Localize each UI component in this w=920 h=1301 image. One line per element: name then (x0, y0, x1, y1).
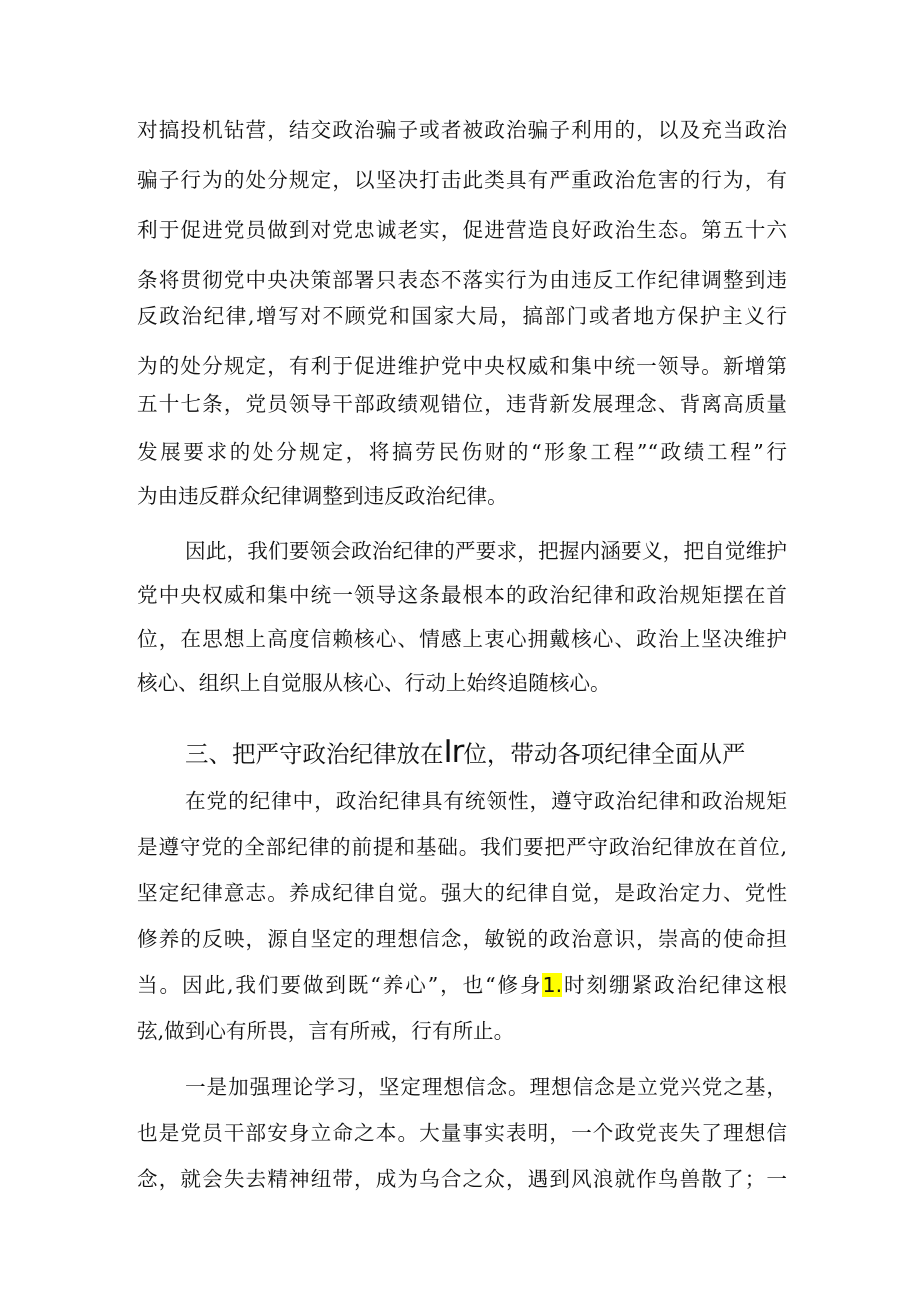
paragraph-1-line-4: 条将贯彻党中央决策部署只表态不落实行为由违反工作纪律调整到违 (137, 268, 787, 292)
paragraph-1-line-9: 为由违反群众纪律调整到违反政治纪律。 (137, 484, 508, 508)
paragraph-4-line-1: 一是加强理论学习，坚定理想信念。理想信念是立党兴党之基， (185, 1075, 787, 1099)
heading-part-1: 三、把严守政治纪律放在 (185, 740, 444, 768)
paragraph-1-line-6: 为的处分规定，有利于促进维护党中央权威和集中统一领导。新增第 (137, 354, 787, 378)
line-5-text-before: 当。因此,我们要做到既“养心”，也“修身 (137, 973, 543, 997)
paragraph-2-line-1: 因此，我们要领会政治纪律的严要求，把握内涵要义，把自觉维护 (185, 539, 787, 563)
paragraph-4-line-2: 也是党员干部安身立命之本。大量事实表明，一个政党丧失了理想信 (137, 1121, 787, 1145)
paragraph-1-line-3: 利于促进党员做到对党忠诚老实，促进营造良好政治生态。第五十六 (137, 218, 787, 242)
paragraph-1-line-2: 骗子行为的处分规定，以坚决打击此类具有严重政治危害的行为，有 (137, 168, 787, 192)
paragraph-3-line-5 (137, 968, 787, 1002)
paragraph-3-line-1: 在党的纪律中，政治纪律具有统领性，遵守政治纪律和政治规矩 (185, 789, 787, 813)
paragraph-3-line-3: 坚定纪律意志。养成纪律自觉。强大的纪律自觉，是政治定力、党性 (137, 881, 787, 905)
section-heading (185, 730, 785, 774)
heading-glitch: Ir (443, 734, 464, 770)
line-5-text-after: 时刻绷紧政治纪律这根 (562, 973, 787, 997)
paragraph-1-line-1: 对搞投机钻营，结交政治骗子或者被政治骗子利用的，以及充当政治 (137, 118, 787, 142)
paragraph-3-line-4: 修养的反映，源自坚定的理想信念，敏锐的政治意识，崇高的使命担 (137, 927, 787, 951)
paragraph-3-line-6: 弦,做到心有所畏，言有所戒，行有所止。 (137, 1019, 515, 1043)
paragraph-2-line-3: 位，在思想上高度信赖核心、情感上衷心拥戴核心、政治上坚决维护 (137, 627, 787, 651)
paragraph-3-line-2: 是遵守党的全部纪律的前提和基础。我们要把严守政治纪律放在首位, (137, 835, 787, 859)
paragraph-1-line-5: 反政治纪律,增写对不顾党和国家大局，搞部门或者地方保护主义行 (137, 304, 787, 328)
paragraph-4-line-3: 念，就会失去精神纽带，成为乌合之众，遇到风浪就作鸟兽散了；一 (137, 1167, 787, 1191)
highlighted-marker: 1. (542, 973, 563, 997)
paragraph-1-line-8: 发展要求的处分规定，将搞劳民伤财的“形象工程”“政绩工程”行 (137, 440, 787, 464)
heading-part-2: 位，带动各项纪律全面从严 (463, 740, 746, 768)
paragraph-1-line-7: 五十七条，党员领导干部政绩观错位，违背新发展理念、背离高质量 (137, 392, 787, 416)
paragraph-2-line-2: 党中央权威和集中统一领导这条最根本的政治纪律和政治规矩摆在首 (137, 583, 787, 607)
paragraph-2-line-4: 核心、组织上自觉服从核心、行动上始终追随核心。 (137, 671, 611, 695)
